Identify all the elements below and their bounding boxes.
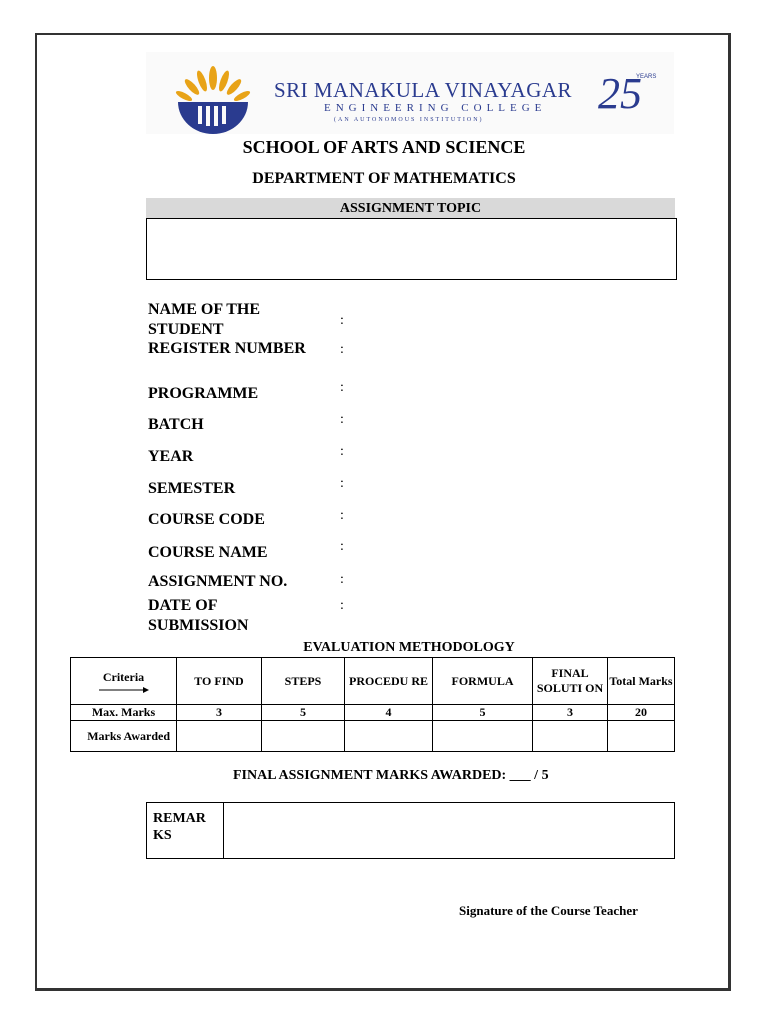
column-header-procedure: PROCEDU RE (345, 658, 433, 705)
field-label-programme: PROGRAMME (148, 385, 259, 402)
column-header-to-find: TO FIND (177, 658, 262, 705)
field-colon: : (340, 539, 344, 554)
signature-label: Signature of the Course Teacher (459, 903, 638, 918)
column-header-final-solution: FINAL SOLUTI ON (533, 658, 608, 705)
marks-awarded-cell[interactable] (608, 721, 675, 752)
anniversary-word: YEARS (636, 74, 657, 80)
remarks-table (146, 802, 675, 859)
college-emblem-icon (168, 66, 258, 134)
evaluation-table (70, 657, 675, 752)
remarks-field[interactable] (224, 803, 675, 859)
column-header-formula: FORMULA (433, 658, 533, 705)
max-marks-label: Max. Marks (71, 705, 177, 721)
field-colon: : (340, 313, 344, 328)
field-label-semester: SEMESTER (148, 480, 236, 497)
table-row (147, 803, 675, 859)
field-label-course-name: COURSE NAME (148, 544, 268, 561)
table-row (71, 658, 675, 705)
criteria-label: Criteria (102, 669, 145, 684)
table-row (71, 721, 675, 752)
assignment-topic-field[interactable] (146, 218, 677, 280)
college-tagline: (AN AUTONOMOUS INSTITUTION) (334, 117, 484, 123)
field-label-student-name: NAME OF THE STUDENT (148, 301, 261, 338)
marks-awarded-cell[interactable] (262, 721, 345, 752)
field-label-batch: BATCH (148, 416, 204, 433)
field-colon: : (340, 444, 344, 459)
marks-awarded-cell[interactable] (177, 721, 262, 752)
field-colon: : (340, 412, 344, 427)
field-label-register-number: REGISTER NUMBER (148, 340, 306, 357)
department-title: DEPARTMENT OF MATHEMATICS (252, 170, 516, 187)
field-label-year: YEAR (148, 448, 194, 465)
max-marks-cell: 3 (533, 705, 608, 721)
field-colon: : (340, 380, 344, 395)
max-marks-cell: 3 (177, 705, 262, 721)
marks-awarded-cell[interactable] (345, 721, 433, 752)
assignment-topic-heading: ASSIGNMENT TOPIC (146, 198, 675, 218)
field-colon: : (340, 508, 344, 523)
college-subtitle: ENGINEERING COLLEGE (324, 102, 547, 114)
field-colon: : (340, 598, 344, 613)
evaluation-title: EVALUATION METHODOLOGY (303, 640, 515, 655)
final-marks-line: FINAL ASSIGNMENT MARKS AWARDED: ___ / 5 (233, 768, 549, 783)
marks-awarded-cell[interactable] (533, 721, 608, 752)
max-marks-cell: 20 (608, 705, 675, 721)
column-header-steps: STEPS (262, 658, 345, 705)
remarks-label: REMAR KS (147, 803, 224, 859)
criteria-header (71, 658, 177, 705)
anniversary-number: 25 (598, 69, 642, 118)
college-name: SRI MANAKULA VINAYAGAR (274, 78, 573, 102)
arrow-right-icon (99, 687, 149, 693)
marks-awarded-label: Marks Awarded (71, 721, 177, 752)
field-label-course-code: COURSE CODE (148, 511, 265, 528)
max-marks-cell: 4 (345, 705, 433, 721)
field-colon: : (340, 572, 344, 587)
field-colon: : (340, 476, 344, 491)
anniversary-25-years-icon (598, 66, 658, 122)
college-logo-banner (146, 52, 674, 134)
max-marks-cell: 5 (433, 705, 533, 721)
school-title: SCHOOL OF ARTS AND SCIENCE (242, 137, 526, 157)
field-label-date-of-submission: DATE OF SUBMISSION (148, 597, 249, 634)
column-header-total-marks: Total Marks (608, 658, 675, 705)
field-label-assignment-number: ASSIGNMENT NO. (148, 573, 288, 590)
field-colon: : (340, 342, 344, 357)
table-row (71, 705, 675, 721)
max-marks-cell: 5 (262, 705, 345, 721)
marks-awarded-cell[interactable] (433, 721, 533, 752)
